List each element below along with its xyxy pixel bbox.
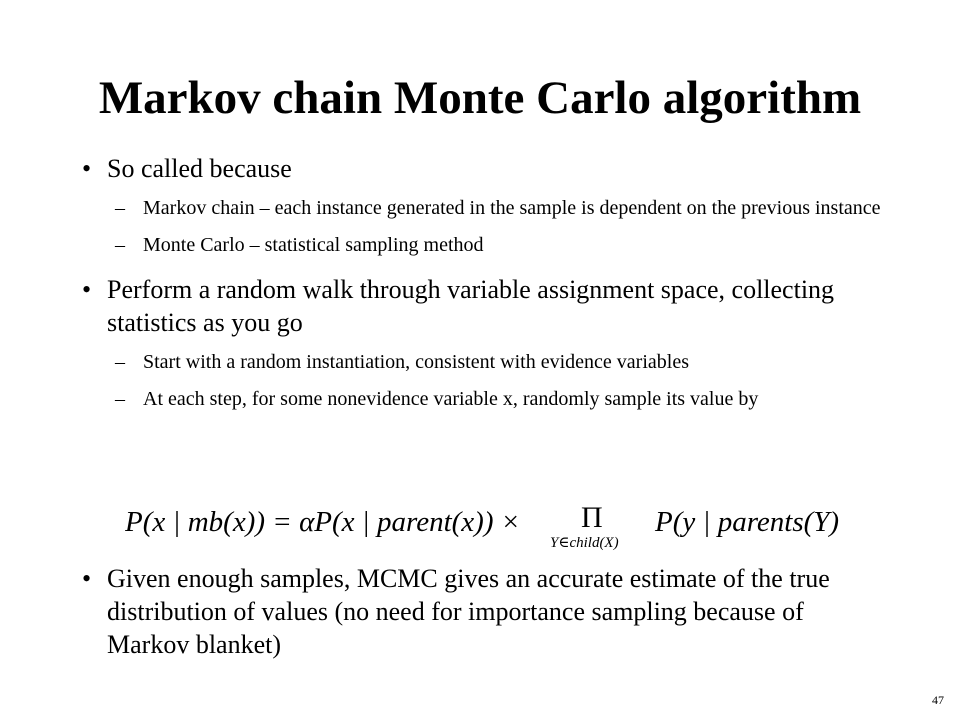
bullet-1-text: So called because (107, 154, 292, 183)
sub-bullet-2-2-text: At each step, for some nonevidence variable x, randomly sample its value by (143, 388, 759, 410)
sub-bullet-2-1 (82, 349, 882, 376)
formula-product-index: Y∈child(X) (550, 535, 619, 551)
bullet-2 (82, 273, 882, 339)
formula-rhs: P(y | parents(Y) (655, 506, 840, 538)
sub-bullet-1-2 (82, 232, 882, 259)
bullet-1 (82, 152, 882, 185)
sub-marker: – (115, 234, 125, 256)
mcmc-formula (125, 497, 885, 553)
bullet-marker: • (82, 154, 92, 183)
bullet-2-text: Perform a random walk through variable assignment space, collecting statistics as you go (107, 275, 835, 337)
sub-bullet-1-2-text: Monte Carlo – statistical sampling method (143, 234, 484, 256)
formula-lhs: P(x | mb(x)) = αP(x | parent(x)) × (125, 506, 521, 538)
bullet-3-text: Given enough samples, MCMC gives an accurate estimate of the true distribution of values (no need for importance sampling because of Markov blanket) (107, 564, 830, 659)
sub-marker: – (115, 351, 125, 373)
bullet-3 (82, 562, 882, 661)
bullet-marker: • (82, 275, 92, 304)
bullet-marker: • (82, 564, 92, 593)
sub-bullet-1-1-text: Markov chain – each instance generated in the sample is dependent on the previous instance (143, 197, 881, 219)
slide-title: Markov chain Monte Carlo algorithm (98, 72, 862, 124)
sub-bullet-1-1 (82, 195, 882, 222)
sub-bullet-2-2 (82, 386, 882, 413)
slide-content-final (82, 562, 882, 671)
sub-marker: – (115, 388, 125, 410)
slide-content (82, 152, 882, 423)
formula-graphic (125, 497, 885, 553)
page-number: 47 (932, 693, 944, 707)
formula-product-symbol: Π (581, 501, 603, 534)
sub-bullet-2-1-text: Start with a random instantiation, consistent with evidence variables (143, 351, 689, 373)
sub-marker: – (115, 197, 125, 219)
